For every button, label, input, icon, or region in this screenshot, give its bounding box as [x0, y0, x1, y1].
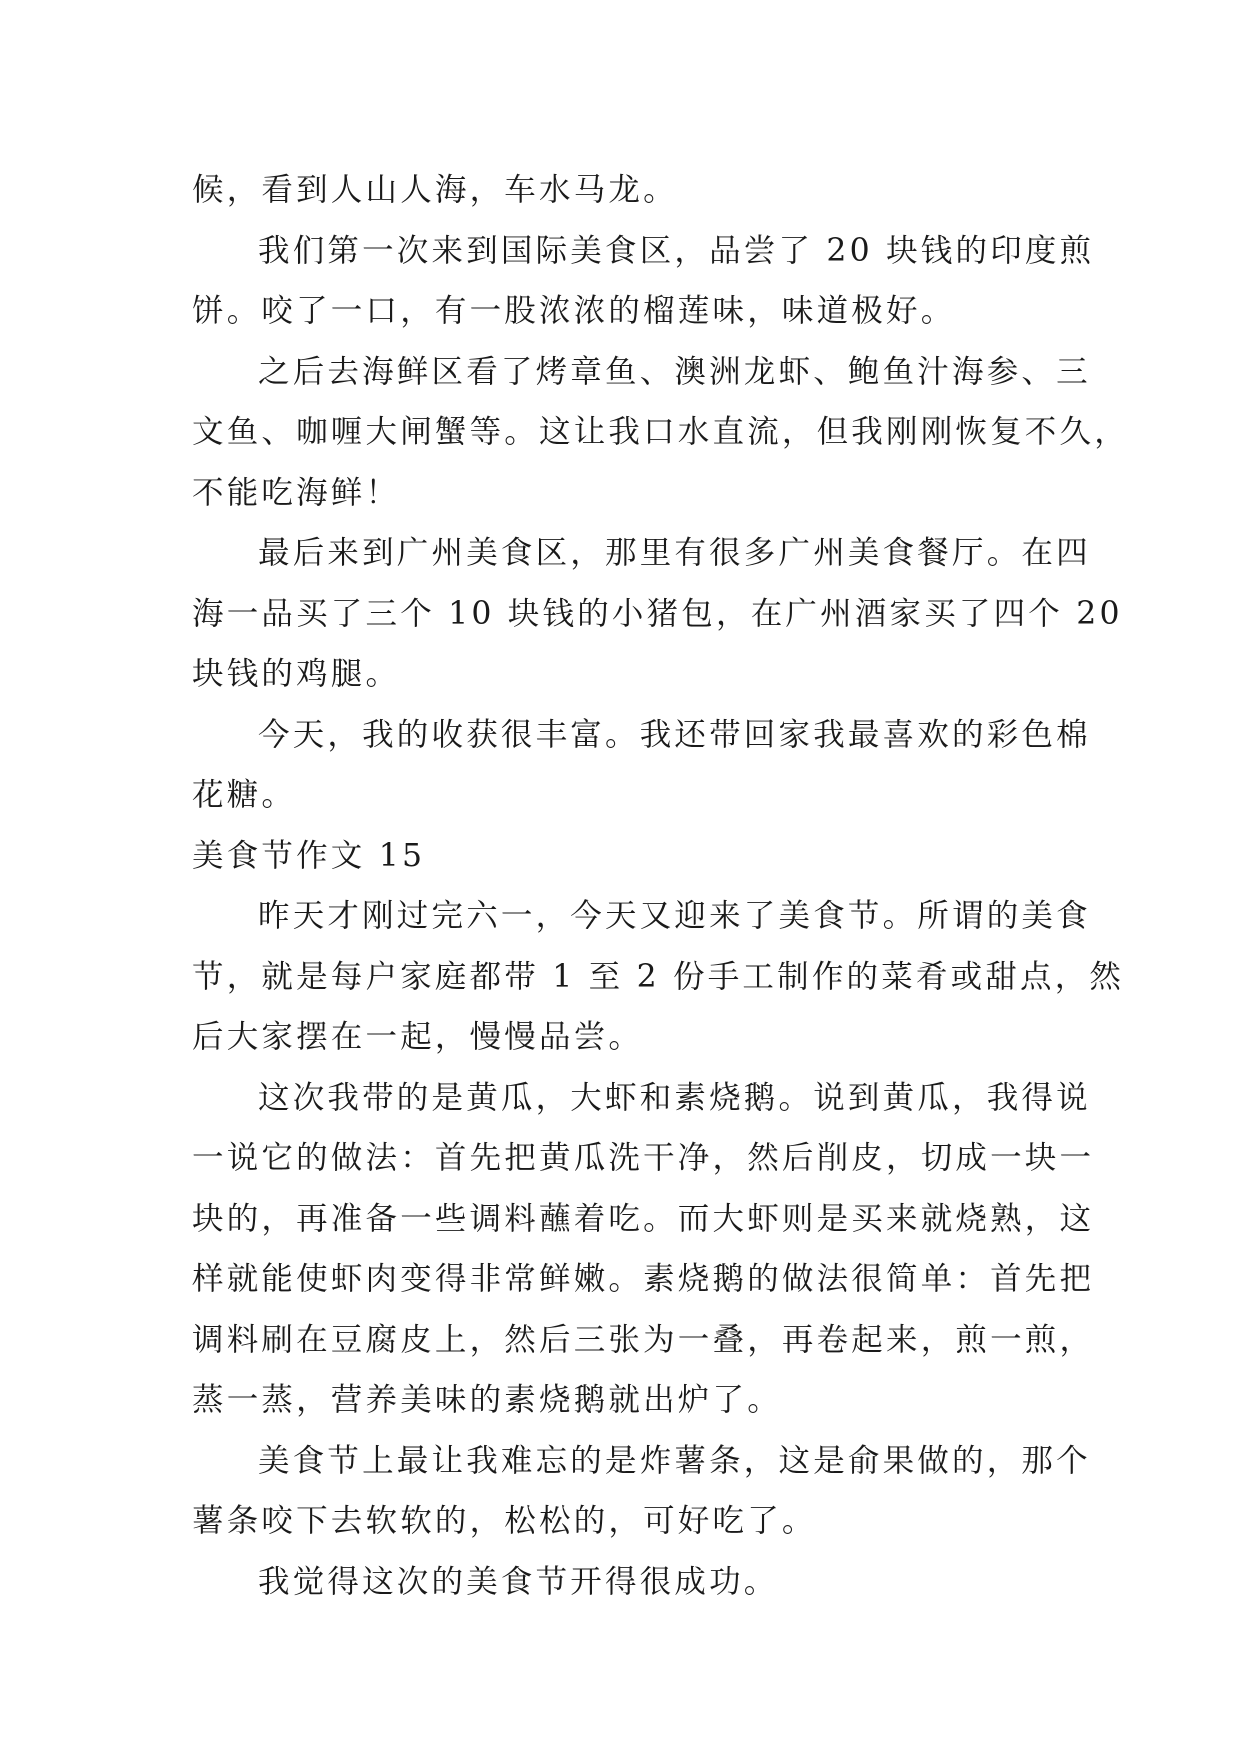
text-line: 候，看到人山人海，车水马龙。 — [192, 172, 678, 208]
text-line: 后大家摆在一起，慢慢品尝。 — [192, 1019, 644, 1055]
text-line: 蒸一蒸，营养美味的素烧鹅就出炉了。 — [192, 1382, 782, 1418]
text-line: 样就能使虾肉变得非常鲜嫩。素烧鹅的做法很简单：首先把 — [192, 1261, 1095, 1297]
text-line: 调料刷在豆腐皮上，然后三张为一叠，再卷起来，煎一煎， — [192, 1321, 1095, 1358]
paragraph-first-line: 我们第一次来到国际美食区，品尝了 20 块钱的印度煎 — [258, 232, 1095, 269]
text-line: 不能吃海鲜！ — [192, 474, 401, 511]
paragraph-first-line: 之后去海鲜区看了烤章鱼、澳洲龙虾、鲍鱼汁海参、三 — [258, 353, 1091, 390]
text-line: 海一品买了三个 10 块钱的小猪包，在广州酒家买了四个 20 — [192, 595, 1123, 632]
paragraph-first-line: 今天，我的收获很丰富。我还带回家我最喜欢的彩色棉 — [258, 716, 1091, 753]
section-heading: 美食节作文 15 — [192, 837, 426, 874]
paragraph-first-line: 我觉得这次的美食节开得很成功。 — [258, 1563, 779, 1600]
document-body — [192, 160, 1129, 1612]
paragraph-first-line: 昨天才刚过完六一，今天又迎来了美食节。所谓的美食 — [258, 898, 1091, 934]
paragraph-first-line: 最后来到广州美食区，那里有很多广州美食餐厅。在四 — [258, 535, 1091, 571]
text-line: 饼。咬了一口，有一股浓浓的榴莲味，味道极好。 — [192, 293, 956, 329]
text-line: 薯条咬下去软软的，松松的，可好吃了。 — [192, 1503, 817, 1539]
paragraph-first-line: 这次我带的是黄瓜，大虾和素烧鹅。说到黄瓜，我得说 — [258, 1079, 1091, 1116]
text-line: 文鱼、咖喱大闸蟹等。这让我口水直流，但我刚刚恢复不久， — [192, 414, 1129, 450]
paragraph-first-line: 美食节上最让我难忘的是炸薯条，这是俞果做的，那个 — [258, 1442, 1091, 1479]
text-line: 一说它的做法：首先把黄瓜洗干净，然后削皮，切成一块一 — [192, 1140, 1095, 1176]
text-line: 节，就是每户家庭都带 1 至 2 份手工制作的菜肴或甜点，然 — [192, 958, 1125, 995]
text-line: 花糖。 — [192, 777, 297, 813]
text-line: 块的，再准备一些调料蘸着吃。而大虾则是买来就烧熟，这 — [192, 1200, 1095, 1237]
text-line: 块钱的鸡腿。 — [192, 656, 401, 692]
